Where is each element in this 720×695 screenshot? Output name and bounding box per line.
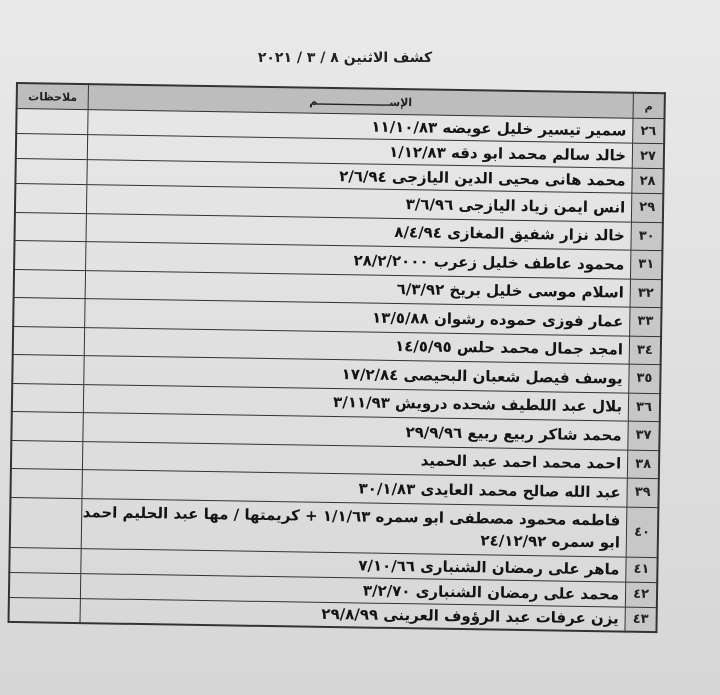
row-name: خالد نزار شفيق المغازى ٨/٤/٩٤ [86,213,632,250]
row-notes [10,468,82,498]
names-sheet [8,82,666,633]
row-notes [10,497,82,548]
row-number: ٢٦ [633,118,665,143]
row-notes [11,440,83,470]
row-name: محمود عاطف خليل زعرب ٢٨/٢/٢٠٠٠ [85,242,631,279]
row-name: يزن عرفات عبد الرؤوف العرينى ٢٩/٨/٩٩ [80,598,626,632]
row-name: يوسف فيصل شعبان البحيصى ١٧/٢/٨٤ [84,356,630,393]
row-name: عبد الله صالح محمد العايدى ٣٠/١/٨٣ [82,470,628,507]
row-number: ٣٥ [629,364,661,393]
row-notes [14,240,86,270]
row-number: ٢٩ [632,193,664,222]
row-notes [15,212,87,242]
row-notes [12,383,84,413]
row-number: ٤٣ [625,607,657,632]
header-notes: ملاحظات [17,83,89,110]
row-name: انس ايمن زياد اليازجى ٣/٦/٩٦ [86,185,632,222]
row-notes [15,159,87,185]
names-table [8,82,666,633]
row-number: ٣٦ [628,393,660,422]
row-notes [16,109,88,135]
row-name: ماهر على رمضان الشنبارى ٧/١٠/٦٦ [81,548,627,582]
row-notes [9,572,81,598]
header-name: الإســـــــــــــــــــم [88,84,634,118]
row-number: ٣٤ [629,336,661,365]
row-notes [11,411,83,441]
row-name: خالد سالم محمد ابو دقه ١/١٢/٨٣ [87,135,633,169]
row-name: سمير تيسير خليل عويضه ١١/١٠/٨٣ [88,110,634,144]
row-notes [9,547,81,573]
row-name: امجد جمال محمد حلس ١٤/٥/٩٥ [84,327,630,364]
row-name: فاطمه محمود مصطفى ابو سمره ١/١/٦٣ + كريمتها / مها عبد الحليم احمد ابو سمره ٢٤/١٢/٩٢ [81,498,627,557]
row-number: ٣٩ [627,478,659,507]
row-name: محمد على رمضان الشنبارى ٣/٢/٧٠ [80,573,626,607]
row-number: ٤١ [626,557,658,582]
row-name: احمد محمد احمد عبد الحميد [82,441,628,478]
row-number: ٢٨ [632,168,664,193]
row-number: ٤٠ [626,507,658,557]
row-number: ٢٧ [632,143,664,168]
row-number: ٣٣ [630,307,662,336]
row-number: ٣٠ [631,222,663,251]
row-notes [13,297,85,327]
header-num: م [633,93,665,119]
row-name: اسلام موسى خليل بريخ ٦/٣/٩٢ [85,270,631,307]
row-name: محمد شاكر ربيع ربيع ٢٩/٩/٩٦ [83,413,629,450]
row-name: بلال عبد اللطيف شحده درويش ٣/١١/٩٣ [83,384,629,421]
row-number: ٣١ [631,250,663,279]
row-name: محمد هانى محيى الدين اليازجى ٢/٦/٩٤ [87,160,633,194]
row-number: ٣٢ [630,279,662,308]
row-number: ٣٧ [628,421,660,450]
row-notes [15,184,87,214]
row-notes [13,326,85,356]
row-notes [16,134,88,160]
row-notes [12,354,84,384]
row-notes [14,269,86,299]
row-number: ٤٢ [625,582,657,607]
page-title: كشف الاثنين ٨ / ٣ / ٢٠٢١ [257,50,433,66]
row-name: عمار فوزى حموده رشوان ١٣/٥/٨٨ [85,299,631,336]
row-notes [9,597,81,623]
row-number: ٣٨ [627,450,659,479]
